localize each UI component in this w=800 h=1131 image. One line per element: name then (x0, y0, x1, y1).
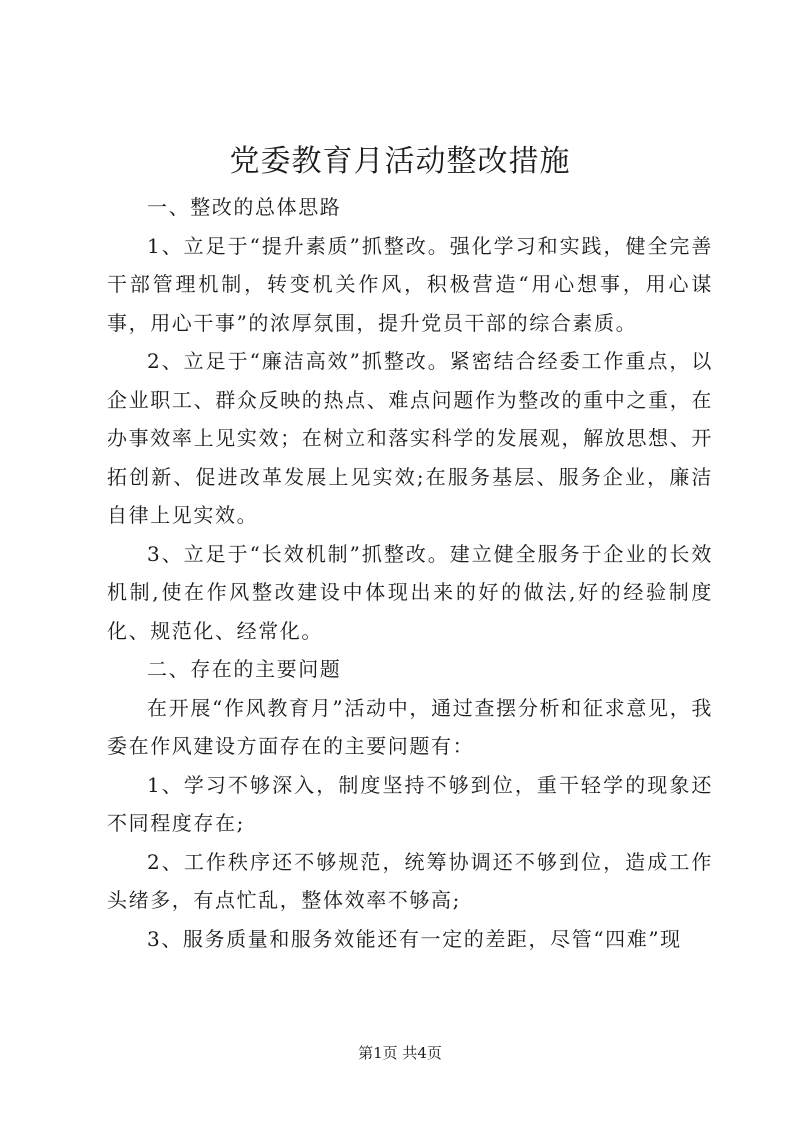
paragraph: 2、工作秩序还不够规范，统筹协调还不够到位，造成工作头绪多，有点忙乱，整体效率不够高; (107, 849, 713, 912)
document-body (107, 188, 713, 958)
paragraph: 3、立足于“长效机制”抓整改。建立健全服务于企业的长效机制,使在作风整改建设中体现出来的好的做法,好的经验制度化、规范化、经常化。 (107, 541, 713, 643)
paragraph: 1、立足于“提升素质”抓整改。强化学习和实践，健全完善干部管理机制，转变机关作风，积极营造“用心想事，用心谋事，用心干事”的浓厚氛围，提升党员干部的综合素质。 (107, 233, 713, 335)
paragraph: 1、学习不够深入，制度坚持不够到位，重干轻学的现象还不同程度存在; (107, 772, 713, 835)
section-heading-2: 二、存在的主要问题 (147, 657, 342, 681)
paragraph: 3、服务质量和服务效能还有一定的差距，尽管“四难”现 (147, 926, 682, 951)
document-title: 党委教育月活动整改措施 (229, 144, 571, 179)
paragraph: 2、立足于“廉洁高效”抓整改。紧密结合经委工作重点，以企业职工、群众反映的热点、难点问题作为整改的重中之重，在办事效率上见实效；在树立和落实科学的发展观，解放思想、开拓创新、促进改革发展上见实效;在服务基层、服务企业，廉洁自律上见实效。 (107, 349, 713, 527)
page-footer: 第1页 共4页 (358, 1044, 442, 1062)
paragraph: 在开展“作风教育月”活动中，通过查摆分析和征求意见，我委在作风建设方面存在的主要问题有： (107, 695, 713, 758)
section-heading-1: 一、整改的总体思路 (147, 195, 342, 219)
